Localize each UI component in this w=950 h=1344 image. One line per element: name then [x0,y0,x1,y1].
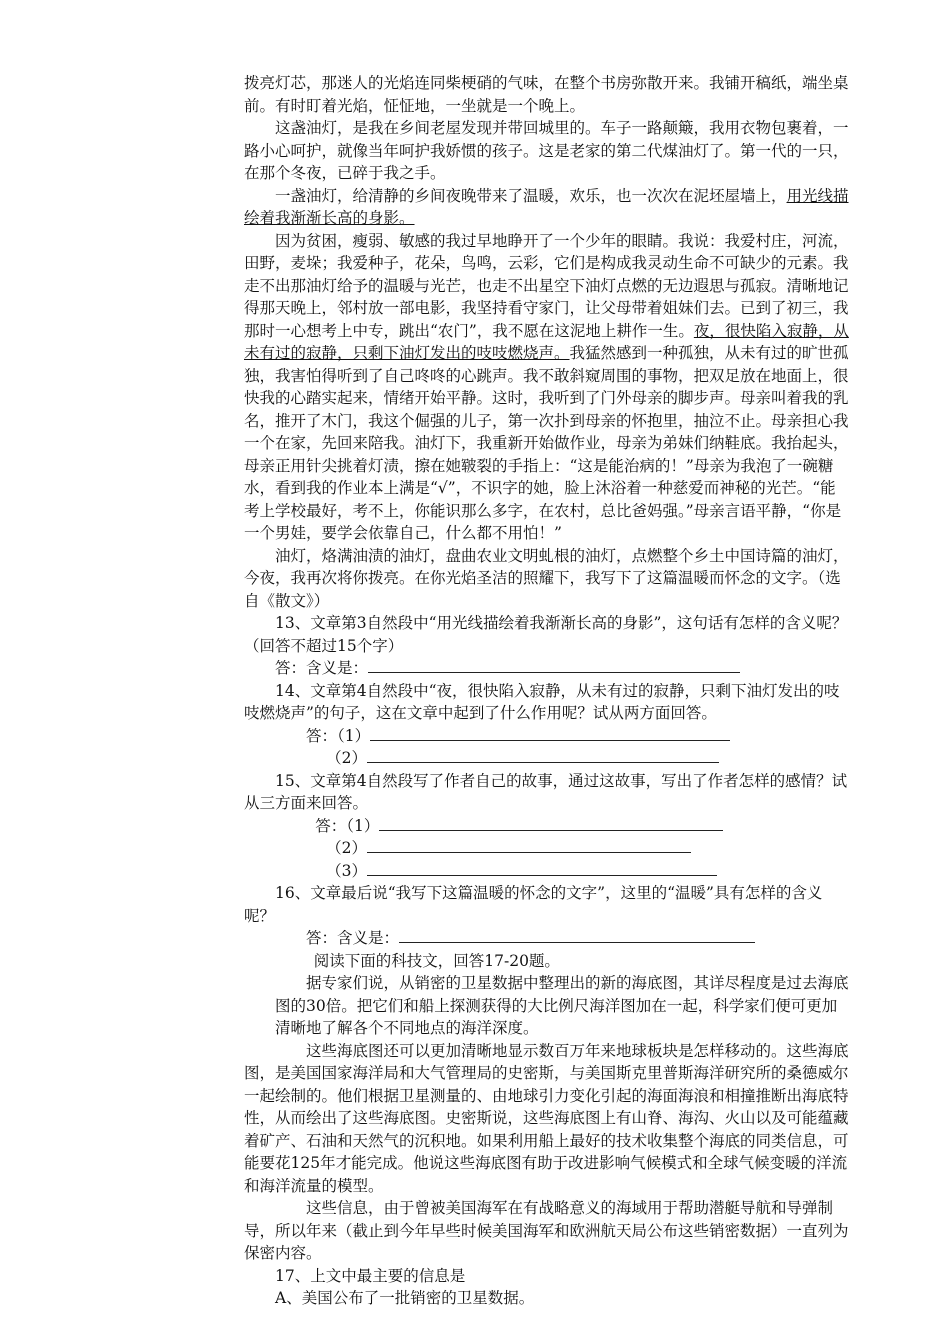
question-15: 15、文章第4自然段写了作者自己的故事，通过这故事，写出了作者怎样的感情？试从三方面来回答。 [244,771,848,812]
answer-15-3 [244,860,850,883]
underlined-sentence-13: 用光线描绘着我渐渐长高的身影。 [244,186,849,227]
answer-14-1-label: 答：（1） [306,726,371,745]
answer-15-3-label: （3） [326,861,368,880]
answer-15-2-blank[interactable] [367,838,691,853]
essay-paragraph-3-text-a: 因为贫困，瘦弱、敏感的我过早地睁开了一个少年的眼睛。我说：我爱村庄，河流，田野，麦垛；我爱种子，花朵，鸟鸣，云彩，它们是构成我灵动生命不可缺少的元素。我走不出那油灯给予的温暖与光芒，也走不出星空下油灯点燃的无边遐思与孤寂。清晰地记得那天晚上，邻村放一部电影，我坚持看守家门，让父母带着姐妹们去。已到了初三，我那时一心想考上中专，跳出“农门”，我不愿在这泥地上耕作一生。 [244,231,849,340]
answer-15-3-blank[interactable] [367,861,717,876]
answer-16-blank[interactable] [399,928,755,943]
question-13: 13、文章第3自然段中“用光线描绘着我渐渐长高的身影”，这句话有怎样的含义呢？（回答不超过15个字） [244,614,848,655]
question-17: 17、上文中最主要的信息是 [275,1266,466,1285]
answer-13-blank[interactable] [368,658,740,673]
essay-paragraph-3 [244,230,850,545]
science-paragraph-2: 这些海底图还可以更加清晰地显示数百万年来地球板块是怎样移动的。这些海底图，是美国国家海洋局和大气管理局的史密斯，与美国斯克里普斯海洋研究所的桑德威尔一起绘制的。他们根据卫星测量的、由地球引力变化引起的海面海浪和相撞推断出海底特性，从而绘出了这些海底图。史密斯说，这些海底图上有山脊、海沟、火山以及可能蕴藏着矿产、石油和天然气的沉积地。如果利用船上最好的技术收集整个海底的同类信息，可能要花125年才能完成。他说这些海底图有助于改进影响气候模式和全球气候变暖的洋流和海洋流量的模型。 [244,1041,849,1195]
essay-paragraph-2-text: 一盏油灯，给清静的乡间夜晚带来了温暖，欢乐，也一次次在泥坯屋墙上， [275,186,787,205]
answer-15-1-label: 答：（1） [315,816,380,835]
answer-14-1-blank[interactable] [370,726,730,741]
answer-14-1 [244,725,850,748]
answer-13 [244,657,850,680]
answer-14-2-label: （2） [326,749,368,767]
question-16: 16、文章最后说“我写下这篇温暖的怀念的文字”，这里的“温暖”具有怎样的含义呢？ [244,884,823,925]
answer-13-label: 答：含义是： [275,659,369,677]
answer-14-2-blank[interactable] [367,748,719,763]
question-14: 14、文章第4自然段中“夜，很快陷入寂静，从未有过的寂静，只剩下油灯发出的吱吱燃烧声”的句子，这在文章中起到了什么作用呢？试从两方面回答。 [244,681,840,722]
document-page [244,72,850,1310]
essay-paragraph-0: 拨亮灯芯，那迷人的光焰连同柴梗硝的气味，在整个书房弥散开来。我铺开稿纸，端坐桌前。有时盯着光焰，怔怔地，一坐就是一个晚上。 [244,74,849,115]
essay-paragraph-2 [244,185,850,230]
essay-paragraph-1: 这盏油灯，是我在乡间老屋发现并带回城里的。车子一路颠簸，我用衣物包裹着，一路小心呵护，就像当年呵护我娇惯的孩子。这是老家的第二代煤油灯了。第一代的一只，在那个冬夜，已碎于我之手。 [244,119,849,182]
science-intro: 阅读下面的科技文，回答17-20题。 [313,951,560,970]
answer-15-2 [244,837,850,860]
underlined-sentence-14: 夜，很快陷入寂静，从未有过的寂静，只剩下油灯发出的吱吱燃烧声。 [244,321,849,362]
science-paragraph-1: 据专家们说，从销密的卫星数据中整理出的新的海底图，其详尽程度是过去海底图的30倍。把它们和船上探测获得的大比例尺海洋图加在一起，科学家们便可更加清晰地了解各个不同地点的海洋深度。 [275,974,849,1037]
answer-14-2 [244,747,850,770]
answer-15-1 [244,815,850,838]
answer-16-label: 答：含义是： [306,929,400,947]
answer-16 [244,927,850,950]
answer-15-2-label: （2） [326,839,368,857]
essay-paragraph-4: 油灯，烙满油渍的油灯，盘曲农业文明虬根的油灯，点燃整个乡土中国诗篇的油灯，今夜，我再次将你拨亮。在你光焰圣洁的照耀下，我写下了这篇温暖而怀念的文字。（选自《散文》） [244,546,849,610]
science-paragraph-3: 这些信息，由于曾被美国海军在有战略意义的海域用于帮助潜艇导航和导弹制导，所以年来（截止到今年早些时候美国海军和欧洲航天局公布这些销密数据）一直列为保密内容。 [244,1199,849,1262]
answer-15-1-blank[interactable] [379,816,723,831]
question-17-option-a: A、美国公布了一批销密的卫星数据。 [275,1289,535,1307]
essay-paragraph-3-text-b: 我猛然感到一种孤独，从未有过的旷世孤独，我害怕得听到了自己咚咚的心跳声。我不敢斜窥周围的事物，把双足放在地面上，很快我的心踏实起来，情绪开始平静。这时，我听到了门外母亲的脚步声。母亲叫着我的乳名，推开了木门，我这个倔强的儿子，第一次扑到母亲的怀抱里，抽泣不止。母亲担心我一个在家，先回来陪我。油灯下，我重新开始做作业，母亲为弟妹们纳鞋底。我抬起头，母亲正用针尖挑着灯渍，擦在她皲裂的手指上：“这是能治病的！”母亲为我泡了一碗糖水，看到我的作业本上满是“√”，不识字的她，脸上沐浴着一种慈爱而神秘的光芒。“能考上学校最好，考不上，你能识那么多字，在农村，总比爸妈强。”母亲言语平静，“你是一个男娃，要学会依靠自己，什么都不用怕！” [244,344,849,542]
